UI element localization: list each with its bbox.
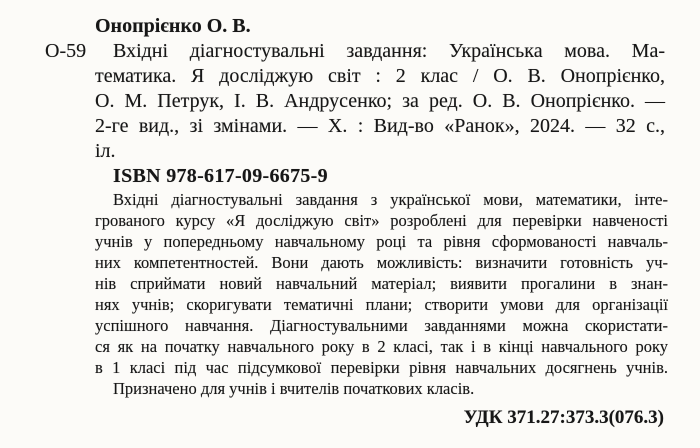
annotation-line: учнів у попередньому навчальному році та рівня сформованості навчаль- xyxy=(95,232,668,251)
annotation-line: грованого курсу «Я досліджую світ» розроблені для перевірки навченості xyxy=(95,211,668,230)
catalog-index-code: О-59 xyxy=(45,40,87,62)
catalog-line: 2-ге вид., зі змінами. — Х. : Вид-во «Ранок», 2024. — 32 с., xyxy=(95,115,665,137)
isbn-line: ISBN 978-617-09-6675-9 xyxy=(113,165,328,187)
annotation-line: ся як на початку навчального року в 2 класі, так і в кінці навчального року xyxy=(95,337,668,356)
udc-number: УДК 371.27:373.3(076.3) xyxy=(463,407,664,428)
catalog-card xyxy=(45,39,665,189)
annotation-line: нях учнів; скоригувати тематичні плани; створити умови для організації xyxy=(95,295,668,314)
author-heading: Онопрієнко О. В. xyxy=(95,15,251,37)
annotation xyxy=(95,189,668,378)
annotation-line: успішного навчання. Діагностувальними завданнями можна скористати- xyxy=(95,316,668,335)
catalog-line: тематика. Я досліджую світ : 2 клас / О. В. Онопрієнко, xyxy=(95,65,665,87)
annotation-line: в 1 класі під час підсумкової перевірки рівня навчальних досягнень учнів. xyxy=(95,358,668,377)
annotation-line: них компетентностей. Вони дають можливість: визначити готовність уч- xyxy=(95,253,668,272)
annotation-line: нів сприймати новий навчальний матеріал; виявити прогалини в знан- xyxy=(95,274,668,293)
annotation-line: Вхідні діагностувальні завдання з української мови, математики, інте- xyxy=(113,190,668,209)
catalog-line: іл. xyxy=(95,140,116,162)
audience-line: Призначено для учнів і вчителів початкових класів. xyxy=(113,379,475,398)
catalog-line: О. М. Петрук, І. В. Андрусенко; за ред. О. В. Онопрієнко. — xyxy=(95,90,665,112)
catalog-line: Вхідні діагностувальні завдання: Українська мова. Ма- xyxy=(113,40,665,62)
